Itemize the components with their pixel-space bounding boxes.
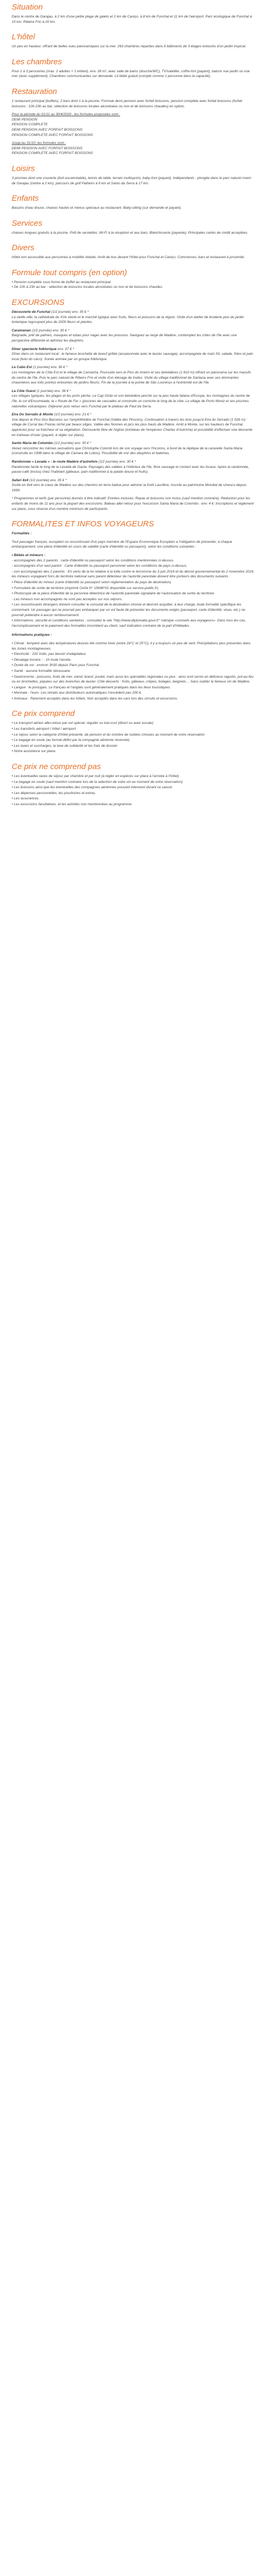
formalites-line: - Les mineurs non accompagnés ne sont pas acceptés sur nos séjours. [12,597,123,601]
section-loisirs [12,164,254,186]
excursion-item [12,365,254,385]
section-situation [12,2,254,24]
excursion-item [12,347,254,362]
prix-comprend-item: • Le bagage en soute (au format défini par la compagnie aérienne réservée) [12,738,130,743]
prix-ne-comprend-item: • Les assurances. [12,797,40,801]
excursion-header [12,347,254,352]
section-title-chambres: Les chambres [12,57,62,66]
section-prix-ne-comprend [12,762,254,807]
prix-ne-comprend-item: • Les excursions facultatives, et les activités non mentionnées au programme. [12,803,132,806]
excursion-duration-price: (1/2 journée) env. 30 € * [97,459,136,464]
excursion-text: Randonnée facile le long de la Levada de Gaula. Paysages des vallées à l'intérieur de l'île, flore sauvage et contact avec les locaux. Après la randonnée, pause-café (inclus) chez l'habitant (gâteaux, pain traditionnel à la patate douce et fruits). [12,465,250,474]
excursion-header [12,459,254,465]
info-line: • Langue : le portugais. Le français et l'anglais sont généralement pratiqués dans les lieux touristiques. [12,685,171,689]
loisirs-text: 3 piscines dont une couverte (boil escamotable), tennis de table, terrain multisports, baby-foot (payant). Indépendants : plongée dans le parc naturel marin de Garajau (centre à 2 km), parcours de golf Palheiro à 6 km et Santo da Serra à 17 km. [12,176,252,185]
excursion-item [12,389,254,409]
excursion-item [12,328,254,344]
section-title-prix-comprend: Ce prix comprend [12,709,75,719]
restauration-line: DEMI PENSION AVEC FORFAIT BOISSONS [12,127,82,132]
formalites-lines [12,558,254,629]
prix-comprend-item: • Notre assistance sur place. [12,749,56,754]
excursion-text: La vieille ville, la cathédrale du XVe siècle et le marché typique avec fruits, fleurs et poissons de la région. Visite d'un atelier de broderie puis du jardin botanique regroupant plus de 2000 fleurs et plantes. [12,315,244,325]
restauration-formules-2019 [12,112,254,138]
excursion-item [12,478,254,493]
info-line: • Monnaie : l'euro. Les retraits aux distributeurs automatiques n'excèdent pas 200 €. [12,691,142,695]
formalites-line: • Photocopie de la pièce d'identité de la personne détentrice de l'autorité parentale signataire de l'autorisation de sortie du territoire [12,592,214,596]
excursion-header [12,389,254,394]
section-title-loisirs: Loisirs [12,164,35,173]
info-line: • Animaux : Rarement acceptés dans les hôtels. Non acceptés dans les cars lors des circuits et excursions. [12,696,178,701]
restauration-line: DEMI PENSION [12,117,37,122]
formule-item: • De 10h à 23h au bar : sélection de boissons locales alcoolisées ou non et de boissons chaudes. [12,285,163,289]
section-title-enfants: Enfants [12,194,39,203]
formalites-label: Formalités : [12,532,32,536]
formalites-intro: Tout passager français, européen ou ressortissant d'un pays membre de l'Espace Economique Européen a l'obligation de présenter, à chaque embarquement, une pièce d'identité en cours de validité (carte d'identité ou passeport), selon les conditions suivantes : [12,540,232,549]
section-divers [12,243,254,260]
excursion-name: Santo Maria de Colombo [12,441,53,446]
excursion-text: Les montagnes de la Côte Est et le village de Camacha. Poursuite vers le Pico do Arieiro et ses belvédères (1 810 m) offrant un panorama sur les massifs du centre de l'île. Puis le parc naturel de Ribeiro Frio et visite d'un élevage de truites. Visite du village traditionnel de Santana avec ses étonnantes chaumières aux toits pointus entourées de jardins fleuris. Fin de la journée à la pointe de São Lourenço à l'extrémité est de l'île. [12,371,251,385]
prix-ne-comprend-item: • Les boissons ainsi que les éventuelles des compagnies aériennes pouvant intervenir durant ce saison. [12,786,173,790]
prix-ne-comprend-item: • Les dépenses personnelles, les pourboires et extras. [12,791,96,795]
info-line: • Durée de vol : environ 3h30 depuis Paris pour Funchal. [12,663,100,668]
section-title-excursions: EXCURSIONS [12,298,65,308]
situation-text: Dans le centre de Garajau, à 2 km d'une petite plage de galets et 2 km de Caniço, à 8 km de Funchal et 11 km de l'aéroport. Parc écologique de Funchal à 15 km. Ribeira Frio à 20 km. [12,15,252,24]
excursions-note: * Programmes et tarifs (par personne) donnés à titre indicatif. Entrées incluses. Repas et boissons non inclus (sauf mention contraire). Réduction pour les enfants de moins de 11 ans pour la plupart des excursions. Bateau aller-retour pour l'excursion Santa Maria de Colombo : env. 4 €. Inscriptions et règlement sur place, sous réserve d'un nombre minimum de participants. [12,497,254,511]
info-line: • Gastronomie : poissons, fruits de mer, viand, boeuf, poulet, maïs aussi les spécialités régionales ou plus : ainsi sont servis en délicieux ragoûts, pot-au-feu ou en brochettes, piquées sur des branches de laurier. Côté desserts : fruits, gâteaux, crêpes, bolages, beignets… Sans oublier le fameux vin de Madère. [12,675,254,684]
section-title-restauration: Restauration [12,87,57,96]
excursion-duration-price: (1/2 journée) env. 35 € * [53,441,92,446]
restauration-line: PENSION COMPLETE [12,123,48,127]
excursion-header [12,365,254,370]
restauration-line: Jusqu'au 31/10, les formules sont : [12,141,66,146]
info-line: • Décalage horaire : - 1h toute l'année. [12,658,72,662]
excursion-name: Randonnée « Levada » : le route Madère d'autrefois [12,459,98,464]
excursion-header [12,412,254,417]
prix-ne-comprend-item: • Les éventuelles taxes de séjour par chambre et par nuit (à régler en espèces sur place à l'arrivée à l'hôtel). [12,774,180,779]
excursion-text: Baignade, prêt de palmes, masques et tubas pour nager avec les poissons. Naviguez au large de Madère, contemplez les côtes de l'île avec une perspective différente et admirez les dauphins. [12,334,237,343]
section-services [12,218,254,236]
excursion-header [12,328,254,334]
excursion-item [12,441,254,456]
section-formalites [12,519,254,701]
restauration-line: PENSION COMPLETE AVEC FORFAIT BOISSONS [12,133,93,137]
formalites-line: - accompagnés des 2 parents : carte d'identité ou passeport selon les conditions mentionnées ci-dessus. [12,558,174,562]
excursion-name: Dîner spectacle folklorique [12,347,57,351]
excursion-text: Venez rencontrer les mêmes sensations que Christophe Colomb lors de son voyage vers l'Inconnu, à bord de la réplique de la caravelle Santa Maria (construite en 1998 dans le village de Camara de Lobos). Possibilité de voir des dauphins et baleines. [12,446,243,456]
section-excursions [12,297,254,511]
formule-item: • Pension complète sous forme de buffet au restaurant principal. [12,280,112,284]
excursion-name: La Côte Ouest [12,389,36,393]
excursion-duration-price: (1/2 journée) env. 30 € * [30,328,70,332]
formalites-line: • Informations, sécurité et conditions sanitaires : consultez le site "http://www.diplomatie.gouv.fr" rubrique «conseils aux voyageurs». Dans tous les cas, l'accomplissement et le paiement des formalités incombent au client, sauf indication contraire de la part d'Héliades . [12,619,246,628]
excursion-text: Sortie en 4x4 vers le coeur de Madère sur des chemins en terre battue pour admirer la forêt Laurifère, inscrite au patrimoine Mondial de Unesco depuis 1999. [12,483,247,492]
excursion-duration-price: (1/2 journée) env. 35 € * [50,310,89,314]
prix-comprend-item: • Le transport aérien aller-retour par vol spécial, régulier ou low-cost (direct ou avec escale) [12,721,154,726]
formalites-line: - accompagnés d'un seul parent : Carte d'identité ou passeport personnel selon les conditions de pays ci-dessus. [12,564,187,568]
excursions-list [12,310,254,493]
section-hotel [12,32,254,49]
infos-lines [12,641,254,702]
excursion-name: Safari 4x4 [12,478,29,482]
excursion-name: Caramanan [12,328,31,332]
excursion-duration-price: (1 journée) env. 36 € * [35,389,71,393]
restauration-line: PENSION COMPLETE AVEC FORFAIT BOISSONS [12,151,93,156]
excursion-text: Vue depuis le Pico Dos Barcelos sur l'amphithéâtre de Funchal (Vallée des Pinsons). Continuation à travers les bois jusqu'à Eira do Serrado (1 026 m) : village de Curral das Freiras niché par beaux sitges. Vallée des Nonnes et pics les plus hauts de Madère. Arrêt à Monte, sur les hauteurs de Funchal, appréciez pour sa fraîcheur et sa végétation. Découverte libre de l'église (tombeau de l'empereur Charles d'Autriche) et possibilité d'effectuer une descente en traîneau d'osier (payant, à régler sur place). [12,417,253,437]
excursion-text: Dîner dans un restaurant local : le fameux brochette de boeuf grillée (assaisonnée avec le laurier sauvage), accompagnée de maïs frit, salade, frites et pain local (bolo do caco). Soirée animée par un groupe folklorique. [12,352,253,361]
chambres-text: Pour 1 à 3 personnes (max. 2 adultes + 1 enfant), env. 28 m², avec salle de bains (douche/WC), TV/satellite, coffre-fort (payant), balcon vue jardin ou vue mer (avec supplément). Chambres communicantes sur demande. Lit bébé gratuit (compte comme 1 personne dans la capacité). [12,69,250,79]
section-title-formule: Formule tout compris (en option) [12,268,127,277]
formalites-line: • Pièce d'identité du mineur (carte d'identité ou passeport selon réglementation du pays de destination) [12,581,171,584]
excursion-header [12,310,254,315]
restauration-text: 1 restaurant principal (buffets), 2 bars dont 1 à la piscine. Formule demi pension avec forfait boissons, pension complète avec forfait boissons (forfait boissons : 10h-23h au bar, sélection de boissons locales alcoolisées ou non et de boissons chaudes) en option. [12,99,243,108]
hotel-text: Un peu en hauteur, offrant de belles vues panoramiques sur la mer. 263 chambres réparties dans 6 bâtiments de 3 étages entourés d'un jardin tropical. [12,45,246,49]
section-formule [12,268,254,290]
excursion-name: Le Cabo Est [12,365,32,370]
excursion-name: Découverte de Funchal [12,310,51,314]
formalites-line: • Formulaire de sortie de territoire (imprimé Cerfa N° 15646*01 disponible sur service-public.fr) [12,586,159,590]
prix-comprend-list [12,721,254,754]
info-line: • Santé : aucune formalité nécessaire. [12,669,71,673]
excursion-item [12,310,254,325]
formalites-line: • Les ressortissants étrangers doivent consulter le consulat de la destination choisie et devront acquitter, à leur charge, toute formalité spécifique les concernant. Un passager qui ne pourrait pas embarquer par un vol faute de présenter les documents exigés (passeport, carte d'identité, visas, etc.) ne pourrait prétendre à aucun remboursement. [12,603,245,617]
excursion-duration-price: env. 37 € * [56,347,74,351]
section-title-situation: Situation [12,3,43,12]
info-line: • Climat : tempéré avec des températures douces été comme hiver (entre 18°C et 25°C), il y a toujours un peu de vent. Précipitations plus présentes dans les zones montagneuses. [12,641,251,651]
section-title-formalites: FORMALITES ET INFOS VOYAGEURS [12,519,154,529]
excursion-header [12,441,254,446]
formalites-line: - non accompagnés des 2 parents : En vertu de la loi relative à la lutte contre le terrorisme du 3 juin 2016 et du décret gouvernemental du 2 novembre 2016, les mineurs voyageant hors du territoire national sans parent détenteur de l'autorité parentale doivent être porteurs des documents suivants : [12,569,254,579]
prix-comprend-item: • Les transferts aéroport / hôtel / aéroport [12,727,76,731]
prix-ne-comprend-item: • Le bagage en soute (sauf mention contraire lors de la sélection de votre vol au moment de votre réservation) [12,780,183,784]
excursion-item [12,459,254,475]
services-text: chaises longues gratuits à la piscine. Prêt de serviettes. Wi-Fi à la réception et aux bars. Blanchisserie (payante). Principales cartes de crédit acceptées. [12,231,248,235]
section-title-hotel: L'hôtel [12,32,35,42]
excursion-duration-price: (1/2 journée) env. 35 € * [28,478,67,482]
enfants-text: Bassins d'eau douce, chaises hautes et menus spéciaux au restaurant. Baby-sitting (sur demande et payant). [12,206,182,210]
prix-comprend-item: • Le séjour selon la catégorie d'hôtel présenté, de pension et du nombre de nuitées choisies au moment de votre réservation [12,732,205,737]
excursion-duration-price: (1 journée) env. 36 € * [32,365,68,370]
restauration-formules-octobre [12,141,254,156]
section-chambres [12,57,254,79]
section-enfants [12,193,254,211]
prix-comprend-item: • Les taxes et surcharges, la taxe de solidarité et les frais de dossier [12,744,118,748]
section-title-services: Services [12,218,43,228]
excursion-text: Les villages typiques, les plages et les ports pêche. Le Cap Girão et son belvédère perché sur la plus haute falaise d'Europe, les montagnes du centre de l'île, le col d'Encumeada, la « Route de Fer » (piscines de cascades et construite un corniche le long de la côte. Le village de Porto Moniz et ses piscines naturelles volcaniques. Déjeuner puis retour vers Funchal par le plateau de Paul da Serra. [12,394,250,408]
excursion-duration-price: (1/2 journée) env. 21 € * [53,413,92,417]
excursion-item [12,412,254,438]
info-line: • Electricité : 220 Volts, pas besoin d'adaptateur. [12,652,87,656]
excursion-header [12,478,254,483]
restauration-line: Pour la période du 01/11 au 30/4/2020 , les formules proposées sont : [12,113,120,117]
divers-text: Hôtel non accessible aux personnes à mobilité réduite. Arrêt de bus devant l'hôtel pour Funchal et Caniço. Commerces, bars et restaurant à proximité. [12,255,245,260]
section-restauration [12,87,254,156]
excursion-name: Eira Do Serrado & Monte [12,413,53,417]
section-title-divers: Divers [12,243,35,253]
infos-label: Informations pratiques : [12,633,52,637]
prix-ne-comprend-list [12,774,254,807]
restauration-line: DEMI PENSION AVEC FORFAIT BOISSONS [12,146,82,150]
bebes-label: • Bébés et mineurs : [12,553,46,558]
section-prix-comprend [12,709,254,754]
section-title-prix-ne-comprend: Ce prix ne comprend pas [12,762,101,772]
